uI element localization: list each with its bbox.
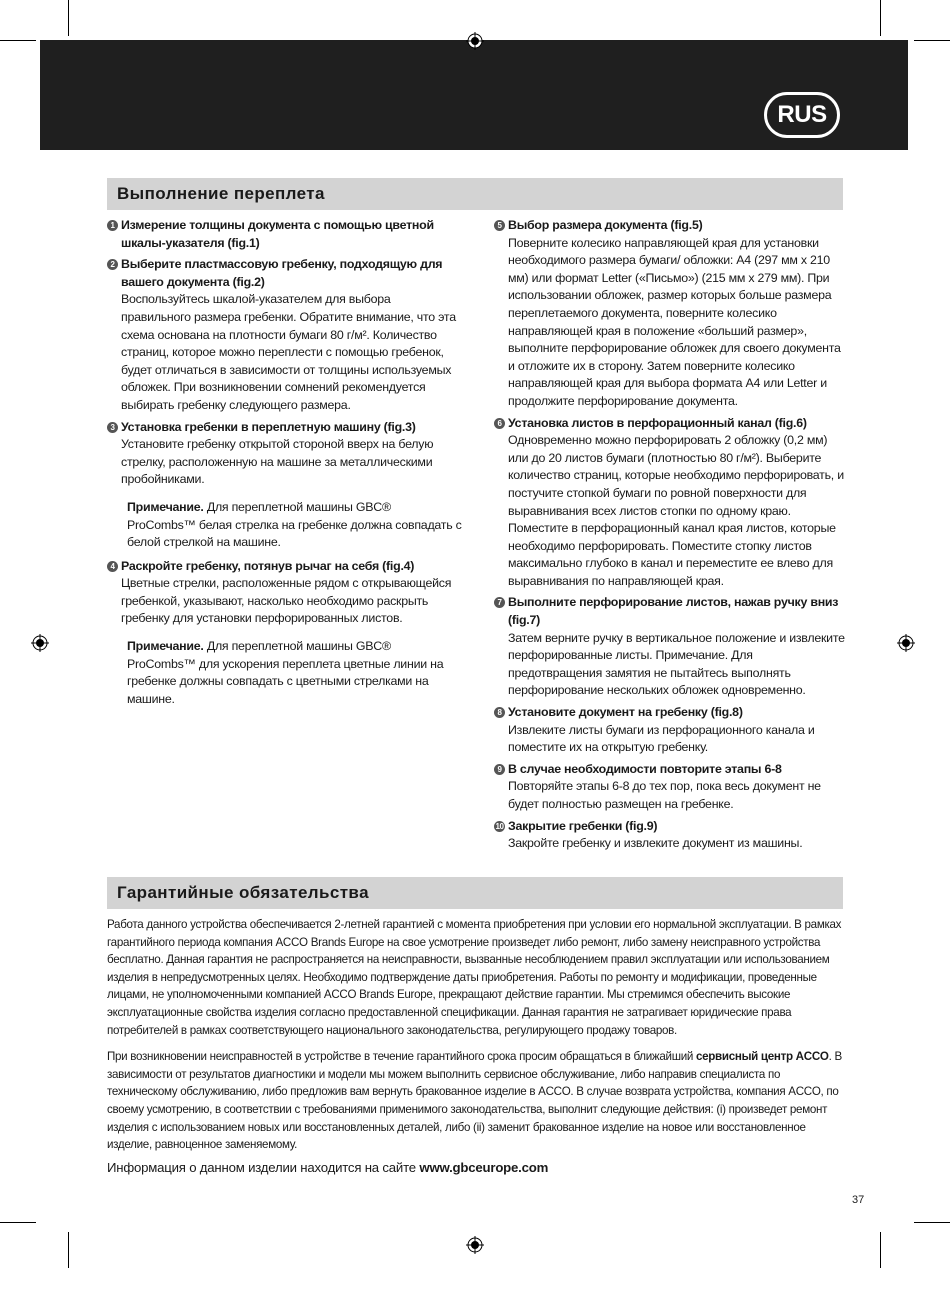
step-number-icon: 5 bbox=[494, 220, 505, 231]
step-item bbox=[107, 217, 462, 252]
right-column bbox=[494, 217, 846, 857]
step-number-icon: 3 bbox=[107, 422, 118, 433]
note-procombs-lines bbox=[127, 638, 462, 708]
note-procombs-arrow bbox=[127, 499, 462, 552]
crop-mark bbox=[914, 40, 950, 41]
step-number-icon: 8 bbox=[494, 707, 505, 718]
step-item bbox=[494, 761, 846, 814]
warranty-paragraph bbox=[107, 1048, 845, 1154]
step-number-icon: 2 bbox=[107, 259, 118, 270]
warranty-text bbox=[107, 916, 845, 1163]
step-title: Измерение толщины документа с помощью цветной шкалы-указателя (fig.1) bbox=[121, 218, 434, 250]
step-item bbox=[494, 217, 846, 411]
step-body: Поверните колесико направляющей края для установки необходимого размера бумаги/ обложки: A4 (297 мм x 210 мм) или формат Letter («Письмо») (215 мм x 279 мм). При использовании обложек, размер которых больше размера переплетаемого документа, поверните колесико направляющей края в положение «больший размер», выполните перфорирование обложек для своего документа и отложите их в сторону. Затем поверните колесико направляющей края для выбора формата A4 или Letter и продолжите перфорирование документа. bbox=[508, 235, 841, 408]
registration-mark-icon bbox=[466, 32, 484, 50]
step-number-icon: 4 bbox=[107, 561, 118, 572]
website-link[interactable]: www.gbceurope.com bbox=[419, 1160, 549, 1175]
warranty-paragraph: Работа данного устройства обеспечивается 2-летней гарантией с момента приобретения при условии его нормальной эксплуатации. В рамках гарантийного периода компания ACCO Brands Europe на свое усмотрение произведет либо ремонт, либо замену неисправного устройства бесплатно. Данная гарантия не распространяется на неисправности, вызванные несоблюдением правил эксплуатации или использованием изделия в непредусмотренных целях. Необходимо подтверждение даты приобретения. Работы по ремонту и модификации, проведенные лицами, не уполномоченными компанией ACCO Brands Europe, прекращают действие гарантии. Мы стремимся обеспечить высокие эксплуатационные свойства изделия согласно предоставленной спецификации. Данная гарантия не затрагивает юридические права потребителей в рамках соответствующего национального законодательства, регулирующего продажу товаров. bbox=[107, 918, 842, 1037]
step-item bbox=[107, 558, 462, 628]
step-number-icon: 6 bbox=[494, 418, 505, 429]
step-item bbox=[494, 818, 846, 853]
section-title-binding: Выполнение переплета bbox=[107, 178, 843, 210]
step-item bbox=[494, 415, 846, 591]
step-item bbox=[107, 419, 462, 489]
section-title-warranty: Гарантийные обязательства bbox=[107, 877, 843, 909]
crop-mark bbox=[914, 1222, 950, 1223]
step-title: Выполните перфорирование листов, нажав ручку вниз (fig.7) bbox=[508, 595, 839, 628]
step-body: Закройте гребенку и извлеките документ из машины. bbox=[508, 836, 803, 851]
note-label: Примечание. bbox=[127, 639, 204, 654]
crop-mark bbox=[880, 0, 881, 36]
left-column bbox=[107, 217, 462, 714]
note-text: Для переплетной машины GBC® ProCombs™ белая стрелка на гребенке должна совпадать с белой стрелкой на машине. bbox=[127, 499, 462, 550]
product-info-line bbox=[107, 1160, 548, 1175]
step-body: Повторяйте этапы 6-8 до тех пор, пока весь документ не будет полностью размещен на гребенке. bbox=[508, 779, 821, 811]
service-center-label: сервисный центр ACCO bbox=[695, 1050, 829, 1064]
registration-mark-icon bbox=[897, 634, 915, 652]
crop-mark bbox=[0, 40, 36, 41]
step-body: Установите гребенку открытой стороной вверх на белую стрелку, расположенную на машине за металлическими пробойниками. bbox=[121, 437, 434, 487]
step-title: Установка гребенки в переплетную машину (fig.3) bbox=[121, 419, 416, 434]
step-body: Цветные стрелки, расположенные рядом с открывающейся гребенкой, указывают, насколько необходимо раскрыть гребенку для установки перфорированных листов. bbox=[121, 576, 452, 626]
crop-mark bbox=[880, 1232, 881, 1268]
crop-mark bbox=[68, 0, 69, 36]
step-title: Закрытие гребенки (fig.9) bbox=[508, 818, 658, 833]
step-body: Затем верните ручку в вертикальное положение и извлеките перфорированные листы. Примечание. Для предотвращения замятия не пытайтесь выполнять перфорирование нескольких обложек одновременно. bbox=[508, 630, 845, 698]
step-body: Извлеките листы бумаги из перфорационного канала и поместите их на открытую гребенку. bbox=[508, 722, 815, 755]
note-text: Для переплетной машины GBC® ProCombs™ для ускорения переплета цветные линии на гребенке должны совпадать с цветными стрелками на машине. bbox=[127, 639, 444, 706]
language-badge: RUS bbox=[764, 92, 840, 138]
note-label: Примечание. bbox=[127, 499, 204, 514]
step-item bbox=[107, 256, 462, 414]
step-body: Одновременно можно перфорировать 2 обложку (0,2 мм) или до 20 листов бумаги (плотностью 80 г/м²). Выберите количество страниц, которые необходимо перфорировать, и постучите стопкой бумаги по ровной поверхности для выравнивания всех листов стопки по одному краю. Поместите в перфорационный канал края листов, которые необходимо перфорировать. Поместите стопку листов максимально глубоко в канал и переместите ее влево для выравнивания по направляющей края. bbox=[508, 433, 844, 588]
registration-mark-icon bbox=[466, 1236, 484, 1254]
warranty-text-part: При возникновении неисправностей в устройстве в течение гарантийного срока просим обращаться в ближайший bbox=[107, 1050, 696, 1064]
registration-mark-icon bbox=[31, 634, 49, 652]
page-number: 37 bbox=[852, 1194, 865, 1206]
step-title: Выберите пластмассовую гребенку, подходящую для вашего документа (fig.2) bbox=[121, 257, 443, 289]
step-item bbox=[494, 704, 846, 757]
crop-mark bbox=[0, 1222, 36, 1223]
step-title: Установите документ на гребенку (fig.8) bbox=[508, 705, 743, 720]
step-title: Установка листов в перфорационный канал (fig.6) bbox=[508, 415, 807, 430]
info-text: Информация о данном изделии находится на сайте bbox=[107, 1160, 420, 1175]
step-number-icon: 7 bbox=[494, 597, 505, 608]
crop-mark bbox=[68, 1232, 69, 1268]
step-title: Выбор размера документа (fig.5) bbox=[508, 218, 703, 232]
step-item bbox=[494, 594, 846, 700]
warranty-text-part: . В зависимости от результатов диагностики и модели мы можем выполнить сервисное обслуживание, либо направив специалиста по техническому обслуживанию, либо предложив вам вернуть бракованное изделие в ACCO. В случае возврата устройства, компания ACCO, по своему усмотрению, в соответствии с требованиями применимого законодательства, выполнит следующие действия: (i) произведет ремонт изделия с использованием новых или восстановленных деталей, либо (ii) заменит бракованное изделие на новое или восстановленное изделие, равноценное заменяемому. bbox=[107, 1050, 842, 1152]
step-number-icon: 10 bbox=[495, 821, 504, 831]
step-number-icon: 1 bbox=[107, 220, 118, 231]
step-title: Раскройте гребенку, потянув рычаг на себя (fig.4) bbox=[121, 558, 415, 573]
step-body: Воспользуйтесь шкалой-указателем для выбора правильного размера гребенки. Обратите внимание, что эта схема основана на плотности бумаги 80 г/м². Количество страниц, которое можно переплести с помощью гребенок, будет отличаться в зависимости от толщины используемых обложек. При возникновении сомнений рекомендуется выбирать гребенку следующего размера. bbox=[121, 292, 456, 412]
step-title: В случае необходимости повторите этапы 6-8 bbox=[508, 761, 782, 776]
step-number-icon: 9 bbox=[494, 764, 505, 775]
